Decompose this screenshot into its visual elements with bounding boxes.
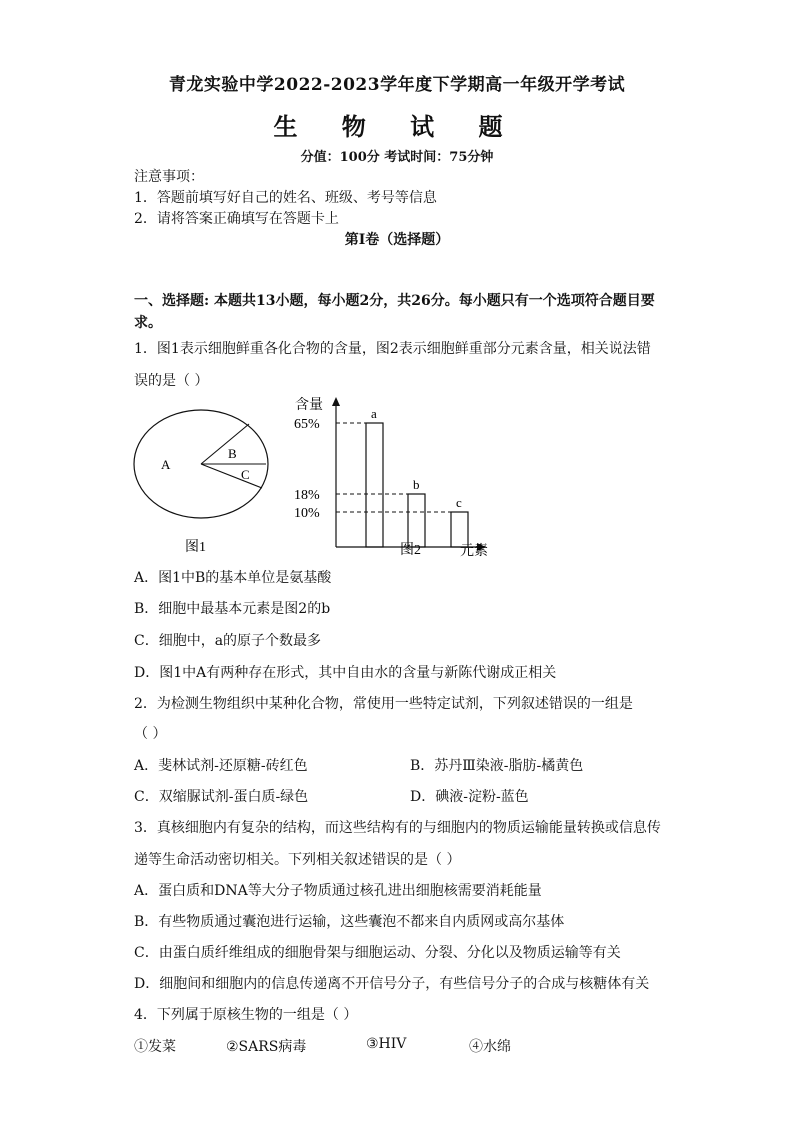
q1-stem-line-2: 误的是（ ） — [134, 373, 209, 389]
figure-2-bar-label-a: a — [371, 406, 377, 421]
figure-2-tick-label: 65% — [294, 417, 320, 432]
figure-2-bar-b — [408, 494, 425, 547]
figure-2-ylabel: 含量 — [295, 398, 323, 413]
figure-2-bar-a — [366, 423, 383, 547]
q3-stem-line-2: 递等生命活动密切相关。下列相关叙述错误的是（ ） — [134, 852, 461, 868]
q3-stem-line-1: 3．真核细胞内有复杂的结构，而这些结构有的与细胞内的物质运输能量转换或信息传 — [134, 820, 661, 836]
q4-option-3: ③HIV — [366, 1036, 407, 1052]
q4-stem: 4．下列属于原核生物的一组是（ ） — [134, 1007, 358, 1023]
exam-meta: 分值：100分 考试时间：75分钟 — [300, 150, 494, 165]
q1-stem-line-1: 1．图1表示细胞鲜重各化合物的含量，图2表示细胞鲜重部分元素含量，相关说法错 — [134, 341, 651, 357]
figure-2-tick-label: 18% — [294, 488, 320, 503]
figure-1-divider-1 — [201, 424, 249, 464]
q2-option-d: D．碘液-淀粉-蓝色 — [410, 789, 529, 805]
notes-heading: 注意事项： — [134, 169, 204, 185]
figure-2-bar-c — [451, 512, 468, 547]
q2-stem-line-1: 2．为检测生物组织中某种化合物，常使用一些特定试剂，下列叙述错误的一组是 — [134, 696, 633, 712]
q1-option-c: C．细胞中，a的原子个数最多 — [134, 633, 322, 649]
section-title: 第I卷（选择题） — [344, 232, 450, 248]
q3-option-c: C．由蛋白质纤维组成的细胞骨架与细胞运动、分裂、分化以及物质运输等有关 — [134, 945, 621, 961]
figure-2-bar-label-c: c — [456, 495, 462, 510]
q3-option-a: A．蛋白质和DNA等大分子物质通过核孔进出细胞核需要消耗能量 — [134, 883, 542, 899]
exam-subject: 生 物 试 题 — [273, 112, 521, 141]
part-one-line-2: 求。 — [134, 315, 162, 331]
q4-option-2: ②SARS病毒 — [226, 1039, 307, 1055]
notes-item-1: 1．答题前填写好自己的姓名、班级、考号等信息 — [134, 190, 437, 206]
figure-2-xlabel: 元素 — [460, 544, 488, 559]
figure-1-diagram — [130, 408, 280, 558]
exam-title: 青龙实验中学2022-2023学年度下学期高一年级开学考试 — [168, 75, 626, 95]
q4-option-1: ①发菜 — [134, 1039, 176, 1055]
q3-option-d: D．细胞间和细胞内的信息传递离不开信号分子，有些信号分子的合成与核糖体有关 — [134, 976, 650, 992]
q1-option-b: B．细胞中最基本元素是图2的b — [134, 601, 331, 617]
q4-option-4: ④水绵 — [469, 1039, 511, 1055]
q2-option-c: C．双缩脲试剂-蛋白质-绿色 — [134, 789, 309, 805]
part-one-line-1: 一、选择题: 本题共13小题，每小题2分，共26分。每小题只有一个选项符合题目要 — [134, 293, 655, 309]
figure-1-label-a: A — [161, 457, 171, 472]
figure-1-divider-3 — [201, 464, 262, 488]
notes-item-2: 2．请将答案正确填写在答题卡上 — [134, 211, 339, 227]
figure-2-tick-label: 10% — [294, 506, 320, 521]
figure-1-label-c: C — [241, 467, 250, 482]
q3-option-b: B．有些物质通过囊泡进行运输，这些囊泡不都来自内质网或高尔基体 — [134, 914, 565, 930]
figure-2-caption: 图2 — [400, 543, 421, 558]
figure-2-bar-label-b: b — [413, 477, 420, 492]
figure-2-y-arrow — [332, 397, 340, 406]
figure-1-caption: 图1 — [185, 540, 206, 555]
figure-2-chart — [290, 392, 500, 562]
q2-option-a: A．斐林试剂-还原糖-砖红色 — [134, 758, 308, 774]
q2-stem-line-2: （ ） — [134, 726, 167, 742]
q2-option-b: B．苏丹Ⅲ染液-脂肪-橘黄色 — [410, 758, 584, 774]
q1-option-d: D．图1中A有两种存在形式，其中自由水的含量与新陈代谢成正相关 — [134, 665, 557, 681]
q1-option-a: A．图1中B的基本单位是氨基酸 — [134, 570, 332, 586]
figure-1-label-b: B — [228, 446, 237, 461]
